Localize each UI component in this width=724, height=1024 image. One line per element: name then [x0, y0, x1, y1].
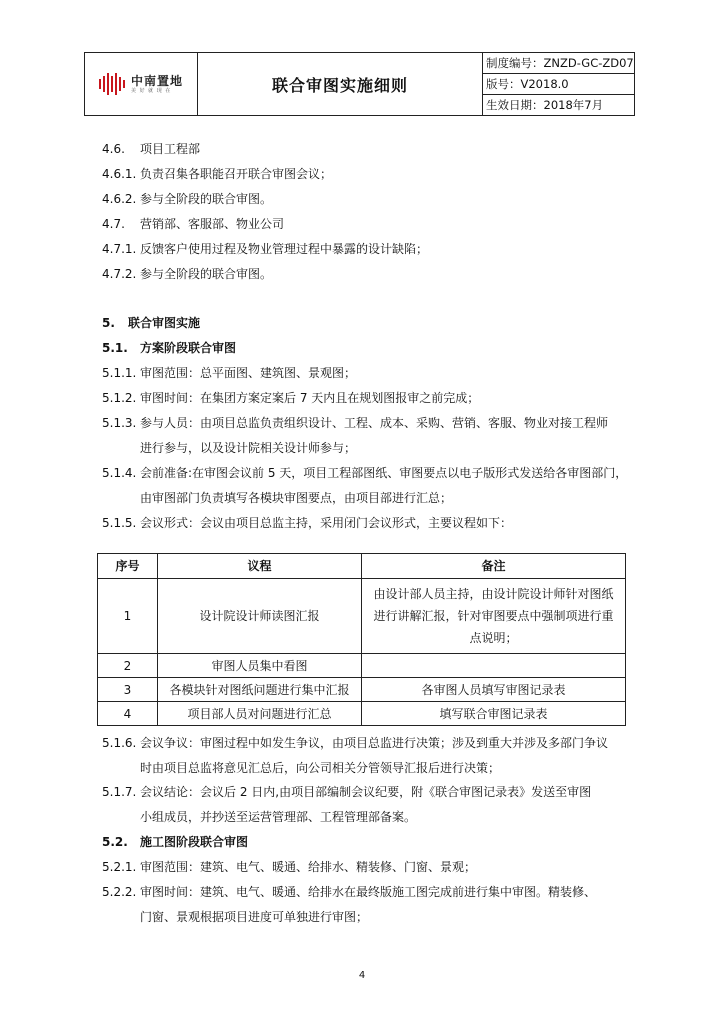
column-header: 备注 [362, 554, 626, 579]
clause-text-continued: 由审图部门负责填写各模块审图要点，由项目部进行汇总； [140, 491, 453, 505]
clause-text: 负责召集各职能召开联合审图会议； [140, 167, 333, 181]
row-agenda: 审图人员集中看图 [158, 654, 362, 678]
row-number: 4 [98, 702, 158, 726]
clause-number: 5.1.5. [102, 516, 137, 530]
clause-number: 4.7.2. [102, 267, 137, 281]
clause-text: 审图时间：在集团方案定案后 7 天内且在规划图报审之前完成； [140, 391, 480, 405]
logo-name: 中南置地 [130, 73, 183, 88]
clause-text: 参与全阶段的联合审图。 [140, 192, 273, 206]
company-logo [85, 53, 198, 115]
logo-slogan: 美 好 就 现 在 [130, 87, 172, 94]
clause-number: 5.1.2. [102, 391, 137, 405]
clause-text: 营销部、客服部、物业公司 [140, 217, 285, 231]
clause-text-continued: 门窗、景观根据项目进度可单独进行审图； [140, 910, 369, 924]
clause-number: 5.1.3. [102, 416, 137, 430]
table-row [98, 579, 626, 654]
document-header [84, 52, 635, 116]
row-number: 1 [98, 579, 158, 654]
table-row [98, 678, 626, 702]
clause-number: 5.2.1. [102, 860, 137, 874]
clause-text: 会议结论：会议后 2 日内,由项目部编制会议纪要，附《联合审图记录表》发送至审图 [140, 785, 592, 799]
clause-text: 会议形式：会议由项目总监主持，采用闭门会议形式，主要议程如下： [140, 516, 513, 530]
column-header: 议程 [158, 554, 362, 579]
effective-date: 生效日期：2018年7月 [486, 98, 604, 112]
agenda-table [97, 553, 626, 726]
clause-text-continued: 时由项目总监将意见汇总后，向公司相关分管领导汇报后进行决策； [140, 761, 501, 775]
clause-text-continued: 小组成员，并抄送至运营管理部、工程管理部备案。 [140, 810, 417, 824]
section-number: 5. [102, 316, 115, 330]
clause-text: 审图范围：总平面图、建筑图、景观图； [140, 366, 357, 380]
document-meta [483, 53, 634, 115]
clause-text: 会议争议：审图过程中如发生争议，由项目总监进行决策；涉及到重大并涉及多部门争议 [140, 736, 609, 750]
clause-number: 5.1.4. [102, 466, 137, 480]
row-agenda: 项目部人员对问题进行汇总 [158, 702, 362, 726]
subsection-heading: 施工图阶段联合审图 [140, 835, 249, 849]
row-agenda: 设计院设计师读图汇报 [158, 579, 362, 654]
row-remark: 各审图人员填写审图记录表 [362, 678, 626, 702]
clause-number: 5.1.1. [102, 366, 137, 380]
column-header: 序号 [98, 554, 158, 579]
clause-number: 4.7. [102, 217, 125, 231]
clause-text: 项目工程部 [140, 142, 201, 156]
clause-number: 5.1.6. [102, 736, 137, 750]
document-version: 版号：V2018.0 [483, 74, 634, 95]
table-row [98, 702, 626, 726]
subsection-number: 5.2. [102, 835, 128, 849]
clause-number: 4.7.1. [102, 242, 137, 256]
row-remark: 填写联合审图记录表 [362, 702, 626, 726]
clause-number: 4.6.1. [102, 167, 137, 181]
subsection-number: 5.1. [102, 341, 128, 355]
document-code: 制度编号：ZNZD-GC-ZD07 [483, 53, 634, 74]
clause-text-continued: 进行参与，以及设计院相关设计师参与； [140, 441, 357, 455]
row-remark: 由设计部人员主持，由设计院设计师针对图纸 进行讲解汇报，针对审图要点中强制项进行重 点说明； [362, 579, 626, 654]
clause-number: 4.6.2. [102, 192, 137, 206]
clause-number: 5.2.2. [102, 885, 137, 899]
table-header-row [98, 554, 626, 579]
row-agenda: 各模块针对图纸问题进行集中汇报 [158, 678, 362, 702]
clause-text: 审图范围：建筑、电气、暖通、给排水、精装修、门窗、景观； [140, 860, 477, 874]
clause-number: 4.6. [102, 142, 125, 156]
row-remark [362, 654, 626, 678]
section-heading: 联合审图实施 [128, 316, 201, 330]
clause-text: 参与人员：由项目总监负责组织设计、工程、成本、采购、营销、客服、物业对接工程师 [140, 416, 609, 430]
page-number: 4 [358, 970, 366, 981]
table-row [98, 654, 626, 678]
row-number: 3 [98, 678, 158, 702]
document-title: 联合审图实施细则 [198, 53, 483, 115]
clause-text: 会前准备:在审图会议前 5 天，项目工程部图纸、审图要点以电子版形式发送给各审图部门， [140, 466, 628, 480]
clause-text: 参与全阶段的联合审图。 [140, 267, 273, 281]
clause-text: 反馈客户使用过程及物业管理过程中暴露的设计缺陷； [140, 242, 429, 256]
logo-bars-icon [99, 73, 125, 95]
clause-text: 审图时间：建筑、电气、暖通、给排水在最终版施工图完成前进行集中审图。精装修、 [140, 885, 597, 899]
clause-number: 5.1.7. [102, 785, 137, 799]
row-number: 2 [98, 654, 158, 678]
subsection-heading: 方案阶段联合审图 [140, 341, 237, 355]
